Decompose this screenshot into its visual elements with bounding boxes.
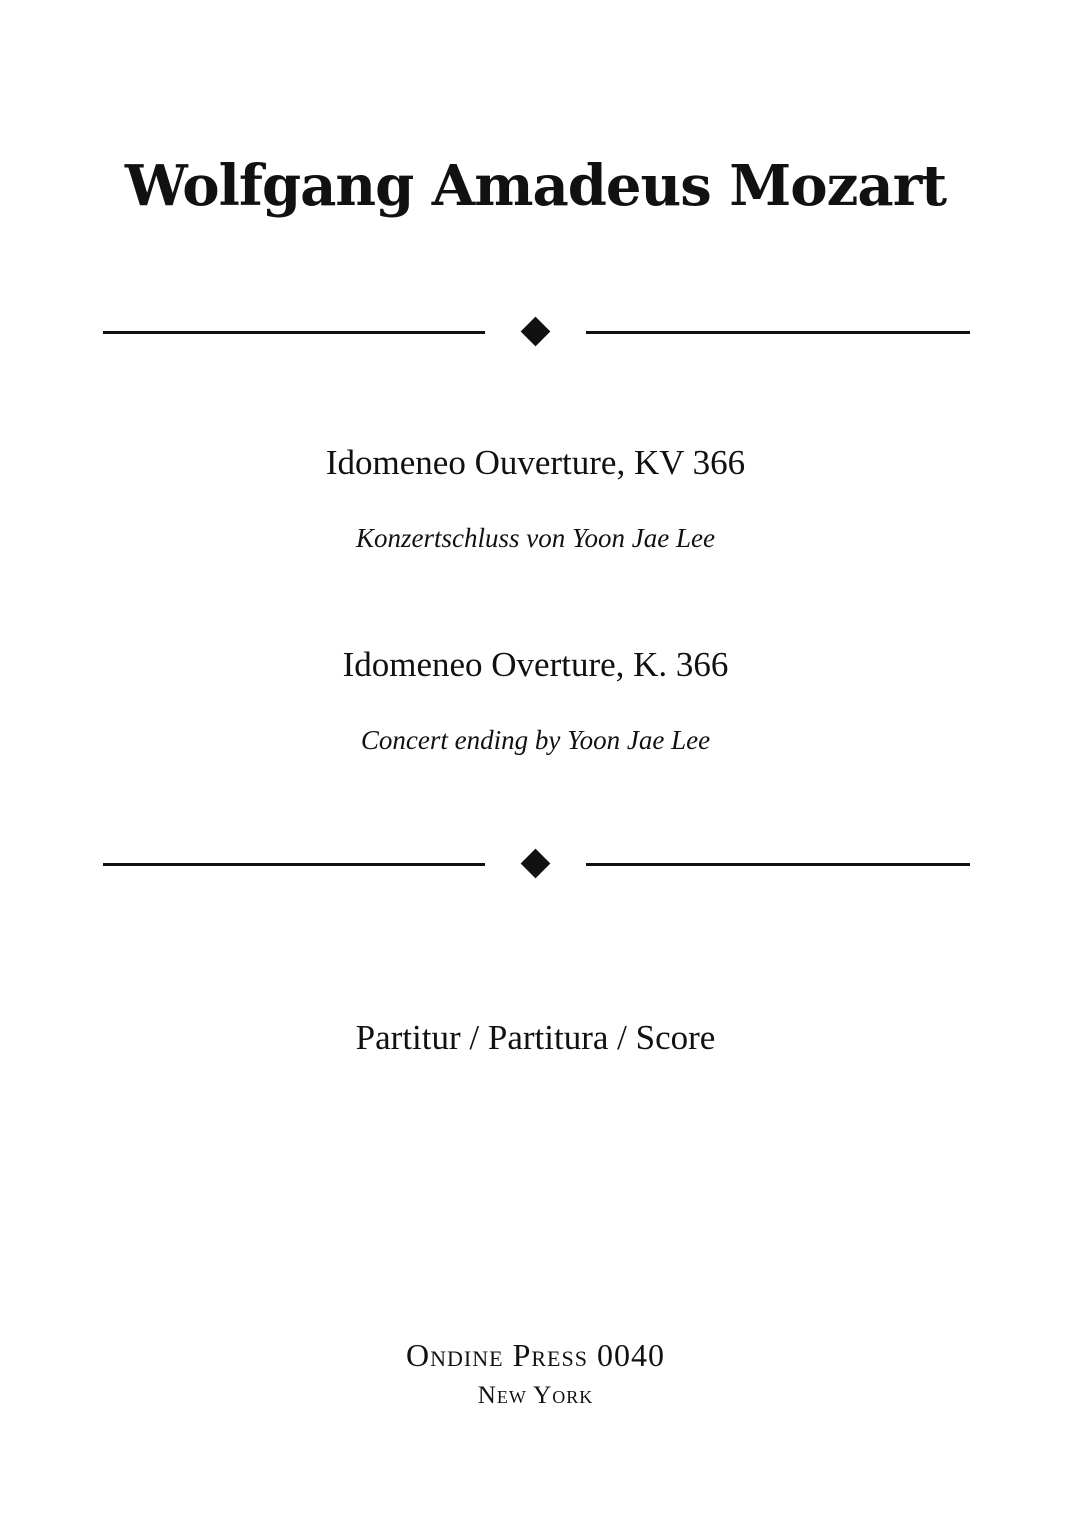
divider-rule-right [586, 331, 970, 334]
score-type: Partitur / Partitura / Score [355, 1018, 716, 1057]
composer-name: Wolfgang Amadeus Mozart [124, 153, 947, 219]
diamond-icon [521, 849, 551, 879]
diamond-icon [521, 317, 551, 347]
work-title-english: Idomeneo Overture, K. 366 [342, 645, 729, 684]
publisher-name: Ondine Press 0040 [406, 1337, 665, 1373]
divider-rule-right [586, 863, 970, 866]
work-title-german: Idomeneo Ouverture, KV 366 [325, 443, 746, 482]
publisher-city: New York [477, 1382, 594, 1409]
work-subtitle-english: Concert ending by Yoon Jae Lee [360, 725, 711, 755]
divider-rule-left [103, 863, 485, 866]
work-subtitle-german: Konzertschluss von Yoon Jae Lee [356, 523, 715, 553]
divider-top [0, 317, 1071, 347]
divider-bottom [0, 849, 1071, 879]
divider-rule-left [103, 331, 485, 334]
